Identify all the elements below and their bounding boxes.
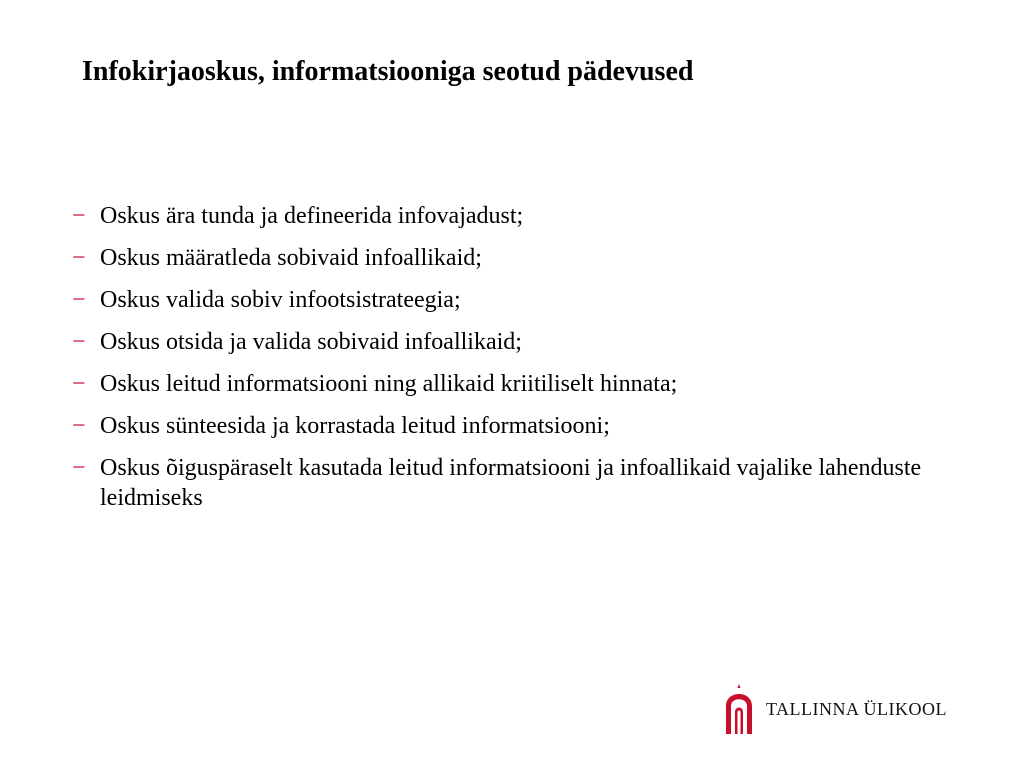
- bullet-text: Oskus määratleda sobivaid infoallikaid;: [100, 245, 482, 271]
- arch-logo-icon: [724, 684, 754, 734]
- list-item: [72, 201, 932, 231]
- bullet-text: Oskus otsida ja valida sobivaid infoallikaid;: [100, 329, 522, 355]
- dash-bullet-icon: −: [72, 329, 86, 355]
- logo-text: TALLINNA ÜLIKOOL: [766, 698, 948, 719]
- list-item: [72, 369, 932, 399]
- bullet-text: Oskus ära tunda ja defineerida infovajadust;: [100, 203, 524, 229]
- slide-title: Infokirjaoskus, informatsiooniga seotud pädevused: [82, 56, 694, 87]
- list-item: [72, 411, 932, 441]
- list-item: [72, 243, 932, 273]
- dash-bullet-icon: −: [72, 287, 86, 313]
- bullet-text: Oskus sünteesida ja korrastada leitud informatsiooni;: [100, 413, 610, 439]
- university-logo: [724, 684, 947, 734]
- list-item: [72, 285, 932, 315]
- bullet-list: [72, 201, 932, 525]
- dash-bullet-icon: −: [72, 455, 86, 481]
- list-item: [72, 453, 932, 513]
- bullet-text: Oskus õiguspäraselt kasutada leitud informatsiooni ja infoallikaid vajalike lahenduste leidmiseks: [100, 455, 922, 511]
- dash-bullet-icon: −: [72, 245, 86, 271]
- dash-bullet-icon: −: [72, 203, 86, 229]
- bullet-text: Oskus leitud informatsiooni ning allikaid kriitiliselt hinnata;: [100, 371, 678, 397]
- dash-bullet-icon: −: [72, 371, 86, 397]
- dash-bullet-icon: −: [72, 413, 86, 439]
- bullet-text: Oskus valida sobiv infootsistrateegia;: [100, 287, 461, 313]
- list-item: [72, 327, 932, 357]
